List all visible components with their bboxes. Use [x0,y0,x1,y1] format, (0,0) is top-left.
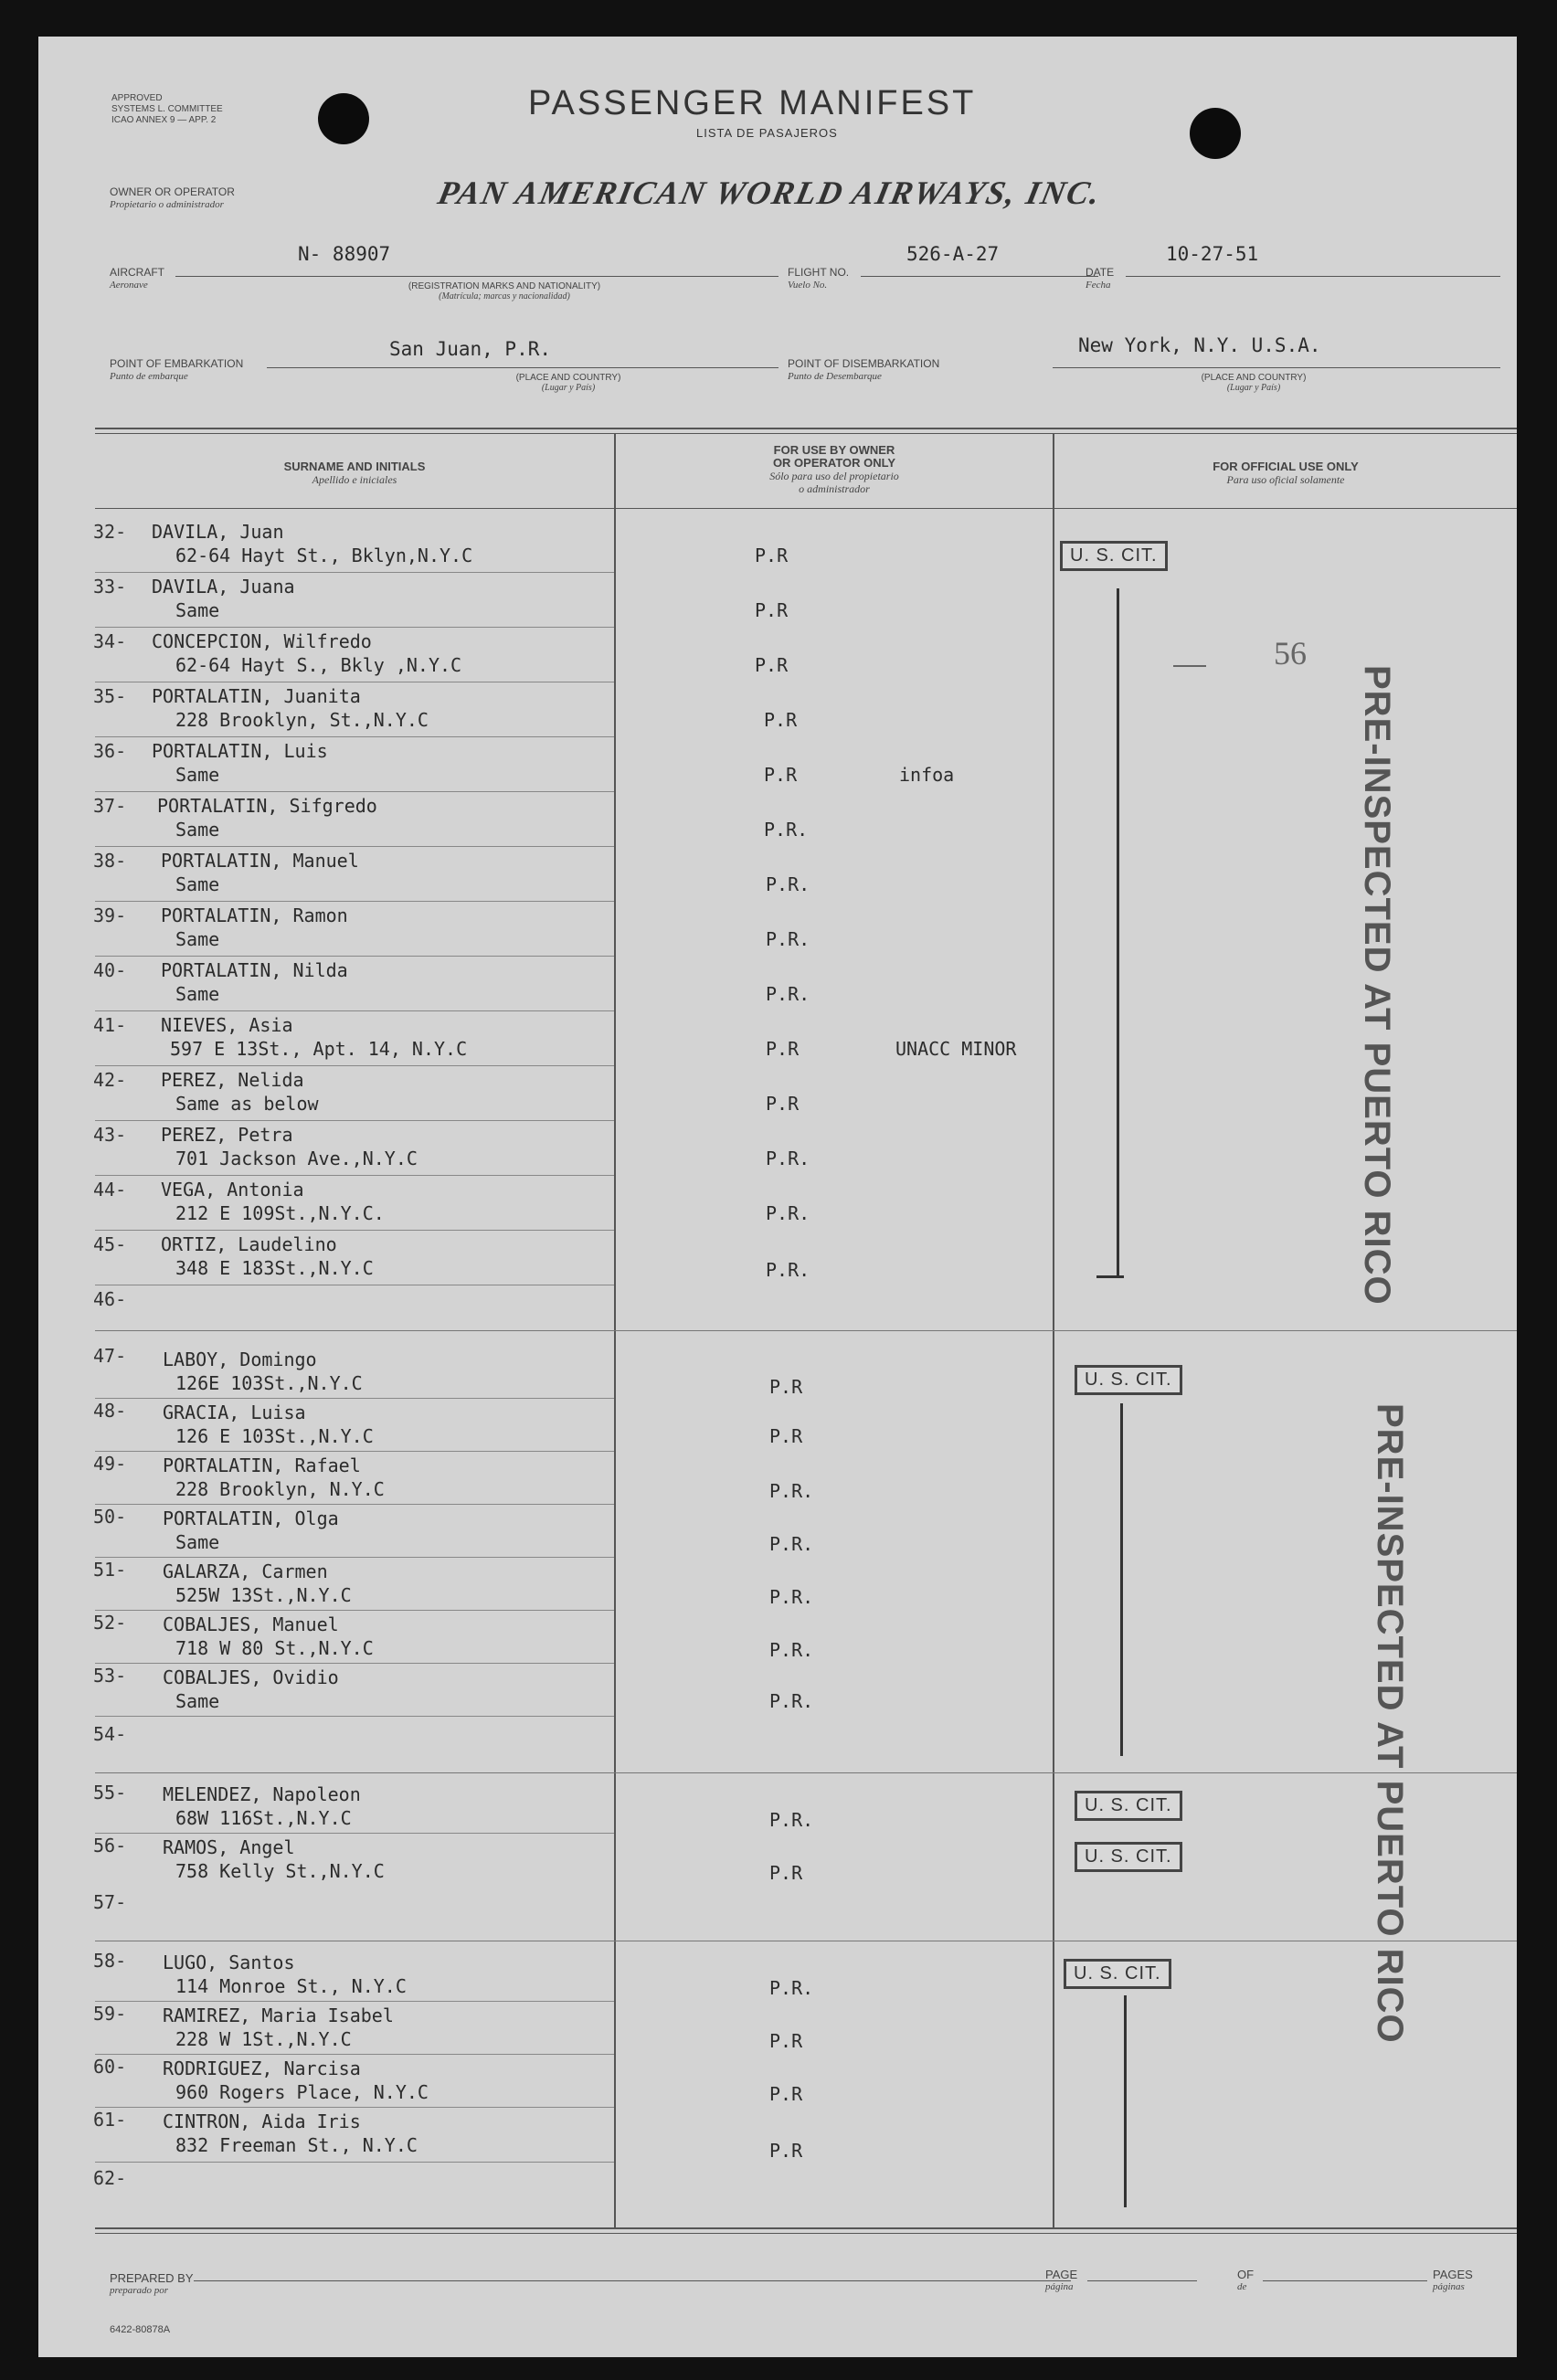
owner-note: infoa [899,764,955,786]
passenger-address: 718 W 80 St.,N.Y.C [175,1637,374,1659]
passenger-address: Same [175,599,220,621]
row-rule [95,846,614,847]
page-line [1087,2280,1197,2281]
passenger-name: PORTALATIN, Manuel [161,850,359,872]
disembark-label [788,358,939,383]
passenger-name: NIEVES, Asia [161,1014,293,1036]
row-number: 60- [93,2056,127,2078]
embark-label [110,358,243,383]
embark-label-es: Punto de embarque [110,371,188,382]
passenger-name: PEREZ, Petra [161,1124,293,1146]
passenger-name: PORTALATIN, Rafael [163,1454,361,1476]
table-bottom-rule [95,2227,1517,2229]
us-citizen-stamp: U. S. CIT. [1060,541,1168,571]
owner-label [110,186,235,211]
row-rule [95,1398,614,1399]
row-number: 49- [93,1453,127,1475]
passenger-name: PORTALATIN, Luis [152,740,328,762]
passenger-name: GRACIA, Luisa [163,1402,306,1423]
passenger-name: PEREZ, Nelida [161,1069,304,1091]
of-label [1237,2269,1254,2292]
row-number: 40- [93,959,127,981]
aircraft-line [175,276,778,277]
passenger-name: DAVILA, Juana [152,576,295,598]
row-number: 54- [93,1723,127,1745]
column-header-official [1054,460,1517,486]
row-number: 50- [93,1506,127,1528]
row-rule [95,1230,614,1231]
approval-line: ICAO ANNEX 9 — APP. 2 [111,115,217,125]
column-divider-1 [614,433,616,2229]
place-note-es: (Lugar y País) [541,383,596,393]
approval-line: SYSTEMS L. COMMITTEE [111,104,223,114]
passenger-name: COBALJES, Manuel [163,1613,339,1635]
passenger-name: CINTRON, Aida Iris [163,2110,361,2132]
table-header-rule [95,508,1517,509]
us-citizen-stamp: U. S. CIT. [1064,1959,1171,1989]
row-rule [95,1716,614,1717]
column-header-owner [616,444,1053,495]
passenger-name: PORTALATIN, Nilda [161,959,348,981]
form-title: PASSENGER MANIFEST [528,84,977,122]
passenger-address: 348 E 183St.,N.Y.C [175,1257,374,1279]
row-number: 58- [93,1950,127,1972]
passenger-address: Same as below [175,1093,319,1115]
origin-code: P.R [769,1862,803,1884]
row-number: 45- [93,1233,127,1255]
passenger-name: LUGO, Santos [163,1952,295,1973]
origin-code: P.R [766,1093,800,1115]
passenger-address: Same [175,1531,220,1553]
registration-note [340,281,669,301]
place-note-en: (PLACE AND COUNTRY) [515,373,621,383]
origin-code: P.R [769,1425,803,1447]
passenger-name: ORTIZ, Laudelino [161,1233,337,1255]
section-rule [95,1330,1517,1331]
passenger-address: 114 Monroe St., N.Y.C [175,1975,407,1997]
prepared-label-es: preparado por [110,2285,169,2296]
row-number: 52- [93,1612,127,1634]
passenger-name: VEGA, Antonia [161,1179,304,1201]
disembark-value: New York, N.Y. U.S.A. [1078,334,1321,356]
passenger-address: Same [175,819,220,841]
row-rule [95,901,614,902]
us-citizen-stamp: U. S. CIT. [1075,1791,1182,1821]
of-label-es: de [1237,2281,1247,2292]
registration-note-es: (Matrícula; marcas y nacionalidad) [439,291,570,301]
origin-code: P.R [769,2030,803,2052]
date-label [1086,267,1114,291]
of-line [1263,2280,1427,2281]
row-number: 51- [93,1559,127,1581]
row-rule [95,1010,614,1011]
passenger-name: PORTALATIN, Sifgredo [157,795,377,817]
group-bracket-line [1124,1995,1127,2207]
row-rule [95,2162,614,2163]
row-number: 37- [93,795,127,817]
count-note: 56 [1274,635,1307,672]
pages-label-es: páginas [1433,2281,1465,2292]
passenger-address: 701 Jackson Ave.,N.Y.C [175,1148,418,1169]
embark-line [267,367,778,368]
surname-head-es: Apellido e iniciales [312,473,397,486]
owner-label-en: OWNER OR OPERATOR [110,185,235,198]
passenger-name: RAMIREZ, Maria Isabel [163,2004,394,2026]
row-number: 43- [93,1124,127,1146]
row-number: 42- [93,1069,127,1091]
aircraft-label-en: AIRCRAFT [110,266,164,279]
column-header-surname [95,460,614,486]
passenger-name: LABOY, Domingo [163,1349,317,1370]
origin-code: P.R [769,2140,803,2162]
row-number: 47- [93,1345,127,1367]
row-rule [95,1175,614,1176]
origin-code: P.R. [766,983,810,1005]
passenger-address: Same [175,873,220,895]
row-number: 38- [93,850,127,872]
passenger-address: 228 W 1St.,N.Y.C [175,2028,352,2050]
row-rule [95,791,614,792]
aircraft-label [110,267,164,291]
passenger-name: PORTALATIN, Olga [163,1507,339,1529]
origin-code: P.R. [769,1977,814,1999]
origin-code: P.R. [766,873,810,895]
flight-line [861,276,1098,277]
of-label-en: OF [1237,2268,1255,2281]
official-head-es: Para uso oficial solamente [1226,473,1345,486]
origin-code: P.R [764,764,798,786]
flight-value: 526-A-27 [906,243,1000,265]
passenger-address: 597 E 13St., Apt. 14, N.Y.C [170,1038,468,1060]
origin-code: P.R. [769,1809,814,1831]
passenger-address: Same [175,1690,220,1712]
row-rule [95,1557,614,1558]
passenger-name: GALARZA, Carmen [163,1560,328,1582]
passenger-address: 758 Kelly St.,N.Y.C [175,1860,385,1882]
passenger-name: PORTALATIN, Juanita [152,685,361,707]
passenger-address: 832 Freeman St., N.Y.C [175,2134,418,2156]
row-rule [95,1065,614,1066]
aircraft-label-es: Aeronave [110,280,148,291]
passenger-address: 525W 13St.,N.Y.C [175,1584,352,1606]
row-rule [95,1610,614,1611]
flight-label-en: FLIGHT NO. [788,266,850,279]
page-label [1045,2269,1077,2292]
form-subtitle: LISTA DE PASAJEROS [696,126,838,140]
section-rule [95,1772,1517,1773]
passenger-address: Same [175,928,220,950]
approval-line: APPROVED [111,93,163,103]
row-number: 56- [93,1835,127,1856]
row-rule [95,572,614,573]
preinspected-stamp: PRE-INSPECTED AT PUERTO RICO [1357,665,1397,1306]
passenger-name: PORTALATIN, Ramon [161,904,348,926]
prepared-by-line [194,2280,1071,2281]
origin-code: P.R. [766,1148,810,1169]
passenger-address: 960 Rogers Place, N.Y.C [175,2081,429,2103]
row-rule [95,1504,614,1505]
row-number: 35- [93,685,127,707]
owner-head-es-1: Sólo para uso del propietario [769,470,899,482]
origin-code: P.R. [766,1259,810,1281]
operator-name: PAN AMERICAN WORLD AIRWAYS, INC. [434,175,1106,211]
row-number: 36- [93,740,127,762]
origin-code: P.R [769,1376,803,1398]
owner-head-2: OR OPERATOR ONLY [772,456,896,470]
pages-label-en: PAGES [1433,2268,1473,2281]
row-rule [95,2001,614,2002]
passenger-name: RODRIGUEZ, Narcisa [163,2057,361,2079]
passenger-name: CONCEPCION, Wilfredo [152,630,372,652]
us-citizen-stamp: U. S. CIT. [1075,1842,1182,1872]
passenger-name: MELENDEZ, Napoleon [163,1783,361,1805]
row-number: 46- [93,1288,127,1310]
disembark-line [1053,367,1500,368]
disembark-place-note [1162,373,1345,393]
embark-value: San Juan, P.R. [389,338,552,360]
row-number: 57- [93,1891,127,1913]
punch-hole-right [1190,108,1241,159]
passenger-address: 62-64 Hayt S., Bkly ,N.Y.C [175,654,462,676]
row-number: 33- [93,576,127,598]
surname-head-en: SURNAME AND INITIALS [283,460,426,473]
origin-code: P.R. [769,1586,814,1608]
row-rule [95,2054,614,2055]
origin-code: P.R. [769,1639,814,1661]
row-number: 53- [93,1665,127,1687]
origin-code: P.R [755,545,789,566]
place-note-es: (Lugar y País) [1226,383,1281,393]
owner-note: UNACC MINOR [895,1038,1017,1060]
passenger-address: 228 Brooklyn, St.,N.Y.C [175,709,429,731]
table-top-rule-2 [95,433,1517,434]
row-number: 41- [93,1014,127,1036]
disembark-label-es: Punto de Desembarque [788,371,882,382]
place-note-en: (PLACE AND COUNTRY) [1201,373,1307,383]
origin-code: P.R. [769,1533,814,1555]
embark-place-note [477,373,660,393]
passenger-address: 126 E 103St.,N.Y.C [175,1425,374,1447]
row-number: 39- [93,904,127,926]
origin-code: P.R. [769,1690,814,1712]
aircraft-value: N- 88907 [298,243,391,265]
embark-label-en: POINT OF EMBARKATION [110,357,244,370]
flight-label [788,267,849,291]
passenger-address: 68W 116St.,N.Y.C [175,1807,352,1829]
row-number: 59- [93,2003,127,2025]
row-number: 61- [93,2109,127,2131]
row-rule [95,1451,614,1452]
origin-code: P.R [766,1038,800,1060]
row-number: 48- [93,1400,127,1422]
row-number: 34- [93,630,127,652]
group-bracket-hook [1096,1275,1124,1278]
passenger-name: DAVILA, Juan [152,521,284,543]
passenger-address: 62-64 Hayt St., Bklyn,N.Y.C [175,545,473,566]
row-number: 44- [93,1179,127,1201]
row-rule [95,1120,614,1121]
origin-code: P.R [764,709,798,731]
passenger-address: Same [175,983,220,1005]
passenger-address: 228 Brooklyn, N.Y.C [175,1478,385,1500]
row-rule [95,956,614,957]
punch-hole-left [318,93,369,144]
origin-code: P.R [769,2083,803,2105]
origin-code: P.R [755,654,789,676]
column-divider-2 [1053,433,1054,2229]
page-label-es: página [1045,2281,1074,2292]
form-code: 6422-80878A [110,2324,171,2335]
group-bracket-line [1117,588,1119,1277]
origin-code: P.R [755,599,789,621]
disembark-label-en: POINT OF DISEMBARKATION [788,357,940,370]
date-label-es: Fecha [1086,280,1111,291]
table-bottom-rule-2 [95,2233,1517,2234]
prepared-label-en: PREPARED BY [110,2271,194,2285]
pages-label [1433,2269,1473,2292]
origin-code: P.R. [769,1480,814,1502]
origin-code: P.R. [764,819,809,841]
preinspected-stamp: PRE-INSPECTED AT PUERTO RICO [1370,1403,1410,2044]
prepared-by-label [110,2273,194,2296]
us-citizen-stamp: U. S. CIT. [1075,1365,1182,1395]
passenger-address: Same [175,764,220,786]
approval-block [111,93,223,126]
row-rule [95,2107,614,2108]
official-head-en: FOR OFFICIAL USE ONLY [1213,460,1359,473]
row-number: 62- [93,2167,127,2189]
passenger-address: 212 E 109St.,N.Y.C. [175,1202,385,1224]
passenger-address: 126E 103St.,N.Y.C [175,1372,363,1394]
manifest-sheet [38,37,1517,2357]
row-rule [95,1833,614,1834]
date-value: 10-27-51 [1166,243,1259,265]
count-dash [1173,665,1206,667]
date-label-en: DATE [1086,266,1115,279]
owner-head-es-2: o administrador [799,482,870,495]
page-label-en: PAGE [1045,2268,1078,2281]
owner-label-es: Propietario o administrador [110,199,224,210]
row-number: 55- [93,1782,127,1804]
row-number: 32- [93,521,127,543]
flight-label-es: Vuelo No. [788,280,828,291]
group-bracket-line [1120,1403,1123,1756]
origin-code: P.R. [766,928,810,950]
row-rule [95,1663,614,1664]
table-top-rule [95,428,1517,429]
date-line [1126,276,1500,277]
owner-head-1: FOR USE BY OWNER [773,443,895,457]
origin-code: P.R. [766,1202,810,1224]
passenger-name: COBALJES, Ovidio [163,1666,339,1688]
row-rule [95,736,614,737]
passenger-name: RAMOS, Angel [163,1836,295,1858]
registration-note-en: (REGISTRATION MARKS AND NATIONALITY) [408,281,601,291]
row-rule [95,627,614,628]
